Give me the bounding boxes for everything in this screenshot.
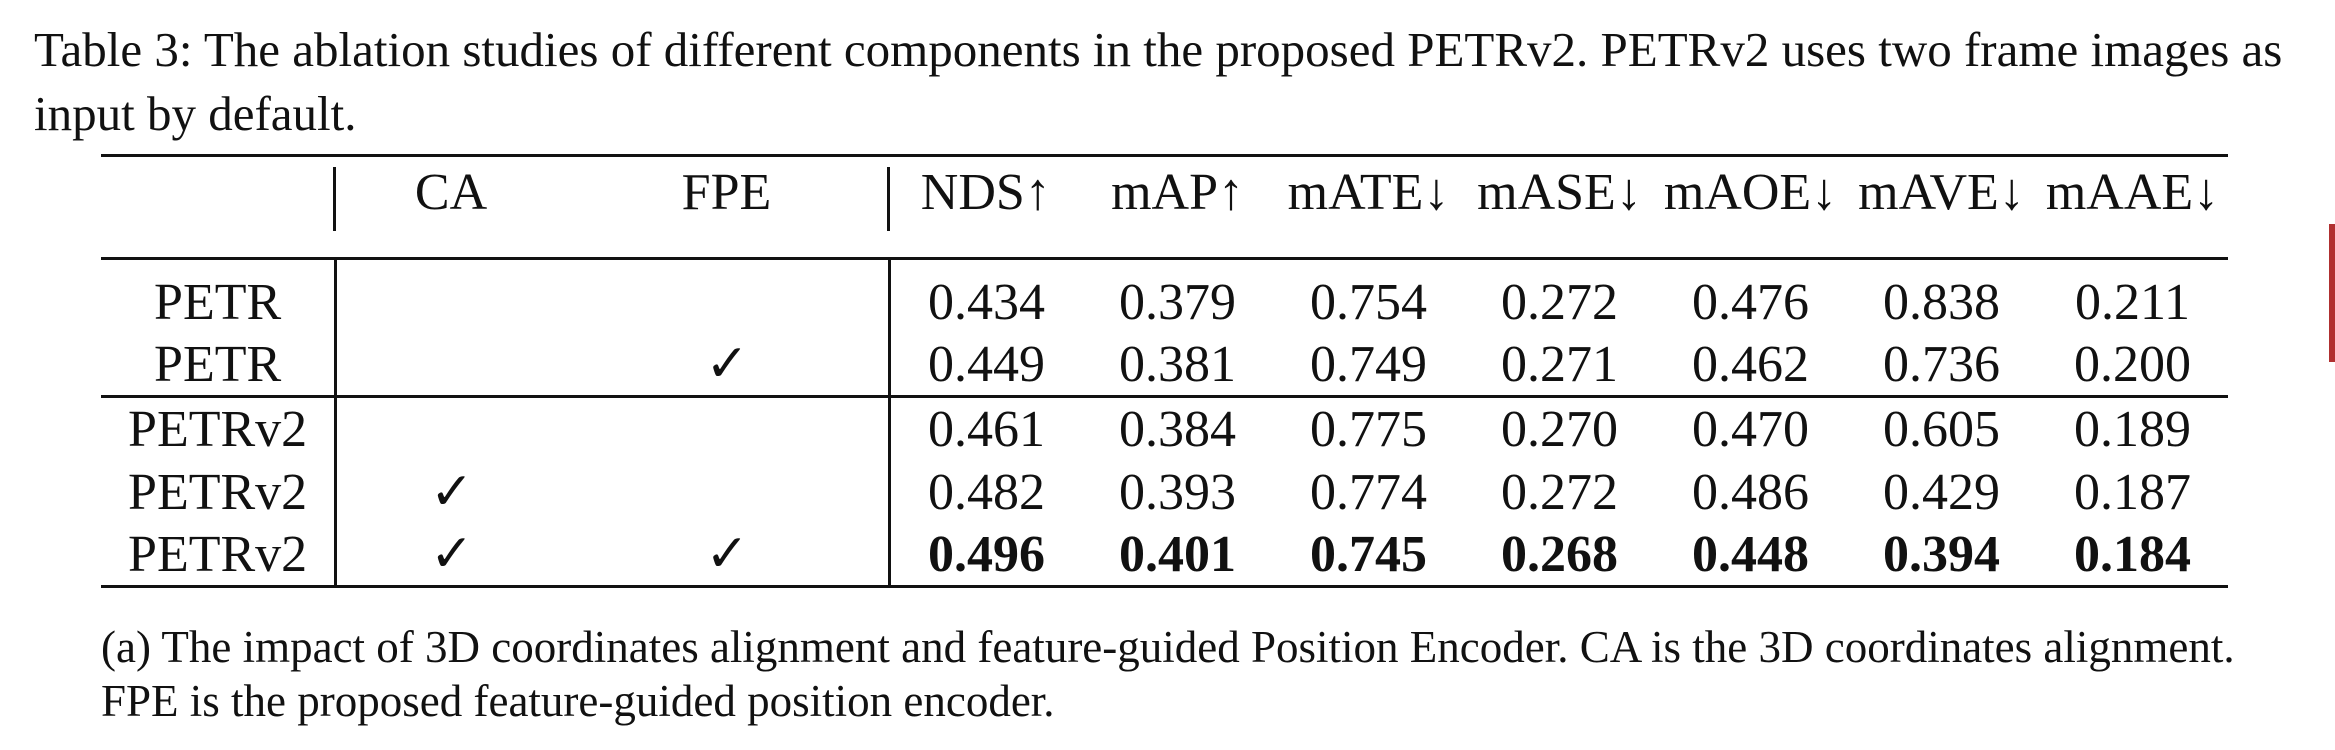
maoe-value: 0.448 bbox=[1655, 523, 1846, 587]
mave-value: 0.838 bbox=[1846, 259, 2037, 334]
method-name: PETRv2 bbox=[101, 397, 336, 462]
table-row bbox=[101, 259, 2228, 334]
nds-value: 0.461 bbox=[890, 397, 1082, 462]
ca-check bbox=[336, 333, 567, 397]
header-fpe: FPE bbox=[566, 156, 889, 259]
ca-check: ✓ bbox=[430, 464, 474, 521]
fpe-check bbox=[566, 259, 889, 334]
header-mave: mAVE↓ bbox=[1846, 156, 2037, 259]
map-value: 0.393 bbox=[1119, 463, 1237, 521]
maoe-value: 0.486 bbox=[1691, 463, 1809, 521]
mave-value: 0.394 bbox=[1846, 523, 2037, 587]
table-caption: Table 3: The ablation studies of different components in the proposed PETRv2. PETRv2 uses two frame images as input by default. bbox=[34, 22, 2283, 141]
fpe-check: ✓ bbox=[566, 523, 889, 587]
table-row bbox=[101, 461, 2228, 523]
mate-value: 0.749 bbox=[1310, 335, 1427, 393]
maae-value: 0.189 bbox=[2037, 397, 2228, 462]
maae-value: 0.211 bbox=[2037, 259, 2228, 334]
map-value: 0.381 bbox=[1119, 335, 1237, 393]
table-header-row bbox=[101, 156, 2228, 259]
header-map: mAP↑ bbox=[1082, 156, 1273, 259]
ca-check bbox=[336, 397, 567, 462]
table-row bbox=[101, 523, 2228, 587]
mase-value: 0.270 bbox=[1464, 397, 1655, 462]
mave-value: 0.736 bbox=[1882, 335, 2000, 393]
mave-value: 0.429 bbox=[1882, 463, 2000, 521]
maoe-value: 0.476 bbox=[1655, 259, 1846, 334]
method-name: PETRv2 bbox=[101, 461, 336, 523]
header-maoe: mAOE↓ bbox=[1655, 156, 1846, 259]
nds-value: 0.449 bbox=[928, 335, 1046, 393]
fpe-check bbox=[566, 461, 889, 523]
map-value: 0.401 bbox=[1082, 523, 1273, 587]
table-row bbox=[101, 397, 2228, 462]
method-name: PETRv2 bbox=[101, 523, 336, 587]
method-name: PETR bbox=[101, 333, 336, 397]
map-value: 0.384 bbox=[1082, 397, 1273, 462]
mase-value: 0.272 bbox=[1500, 463, 1618, 521]
ca-check: ✓ bbox=[336, 523, 567, 587]
maae-value: 0.184 bbox=[2037, 523, 2228, 587]
header-mate: mATE↓ bbox=[1273, 156, 1464, 259]
maoe-value: 0.470 bbox=[1655, 397, 1846, 462]
ablation-table bbox=[101, 154, 2228, 588]
maoe-value: 0.462 bbox=[1691, 335, 1809, 393]
method-name: PETR bbox=[101, 259, 336, 334]
mate-value: 0.745 bbox=[1273, 523, 1464, 587]
maae-value: 0.200 bbox=[2073, 335, 2191, 393]
ca-check bbox=[336, 259, 567, 334]
nds-value: 0.496 bbox=[890, 523, 1082, 587]
maae-value: 0.187 bbox=[2073, 463, 2191, 521]
header-mase: mASE↓ bbox=[1464, 156, 1655, 259]
subtable-caption: (a) The impact of 3D coordinates alignment and feature-guided Position Encoder. CA is the 3D coordinates alignment. FPE is the proposed feature-guided position encoder. bbox=[101, 622, 2235, 726]
map-value: 0.379 bbox=[1082, 259, 1273, 334]
page-edge-marker bbox=[2329, 224, 2335, 362]
mase-value: 0.268 bbox=[1464, 523, 1655, 587]
mave-value: 0.605 bbox=[1846, 397, 2037, 462]
nds-value: 0.434 bbox=[890, 259, 1082, 334]
table-row bbox=[101, 333, 2228, 397]
header-method bbox=[101, 156, 336, 259]
mate-value: 0.775 bbox=[1273, 397, 1464, 462]
nds-value: 0.482 bbox=[928, 463, 1046, 521]
fpe-check bbox=[566, 397, 889, 462]
fpe-check: ✓ bbox=[566, 333, 889, 397]
mate-value: 0.754 bbox=[1273, 259, 1464, 334]
mase-value: 0.271 bbox=[1500, 335, 1618, 393]
header-maae: mAAE↓ bbox=[2037, 156, 2228, 259]
header-ca: CA bbox=[336, 156, 567, 259]
header-nds: NDS↑ bbox=[890, 156, 1082, 259]
mase-value: 0.272 bbox=[1464, 259, 1655, 334]
mate-value: 0.774 bbox=[1310, 463, 1427, 521]
